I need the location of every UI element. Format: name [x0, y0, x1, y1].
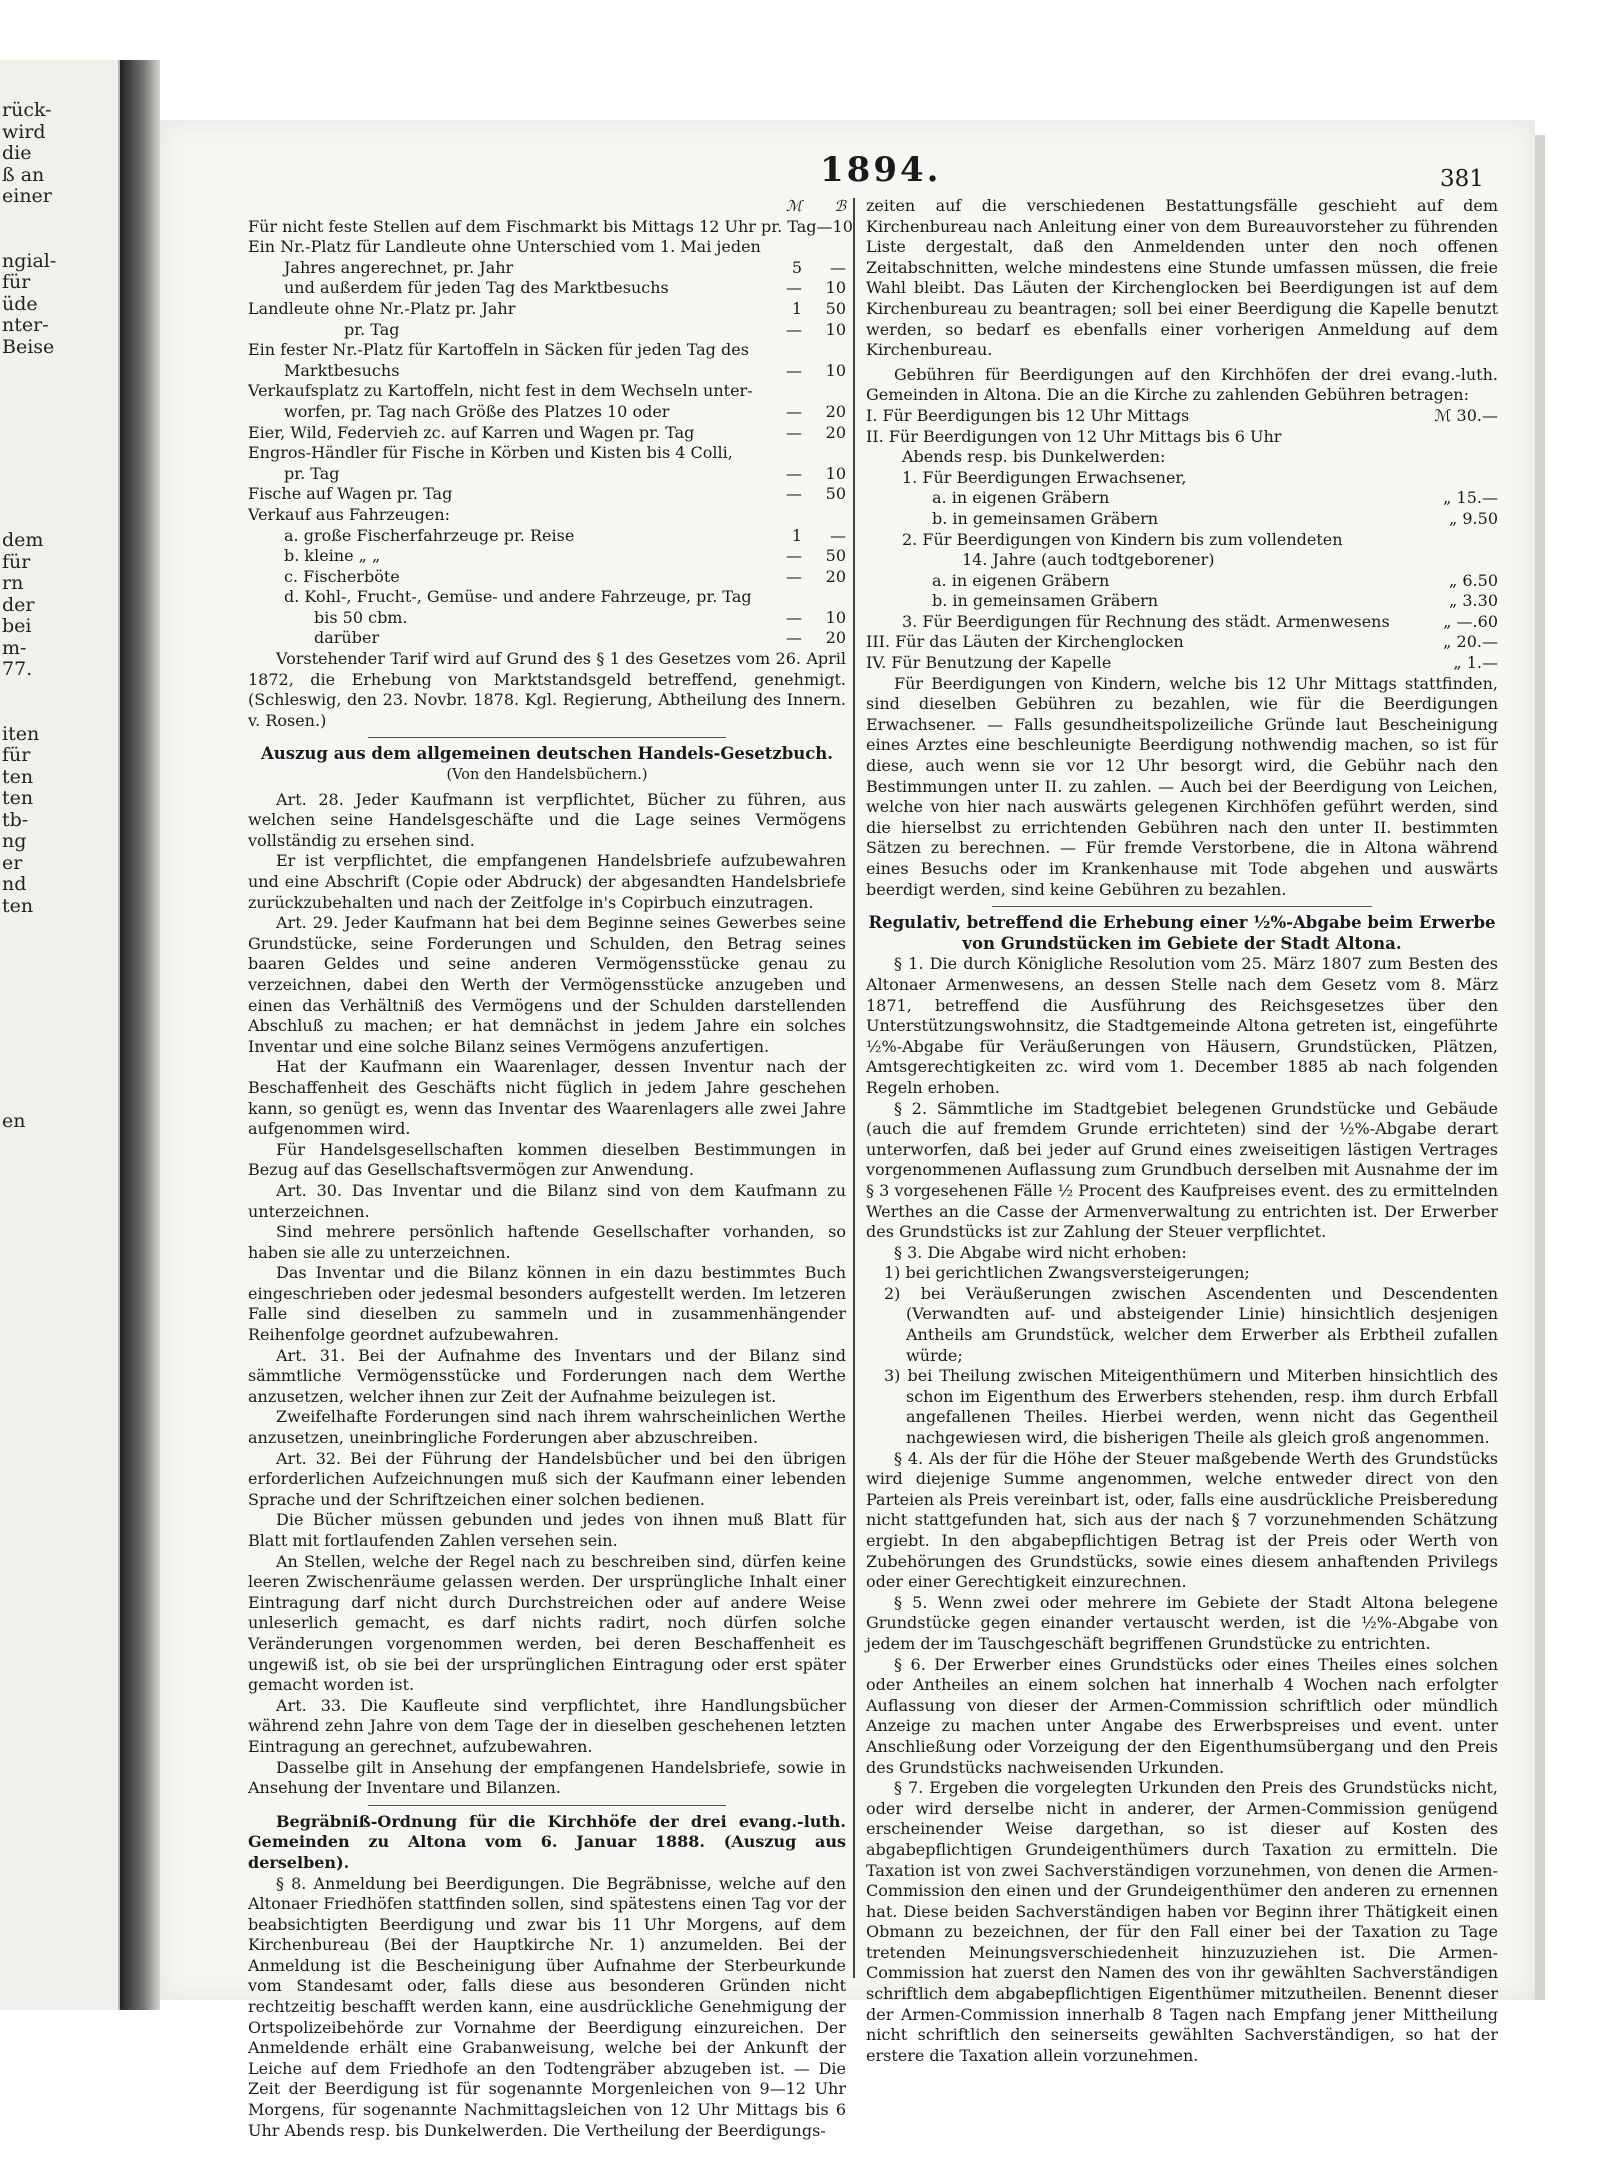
left-fragment-line: ngial-: [2, 249, 57, 272]
left-fragment-line: bei: [2, 615, 32, 637]
tariff-item: d. Kohl-, Frucht-, Gemüse- und andere Fahrzeuge, pr. Tag: [284, 587, 752, 607]
tariff-item: worfen, pr. Tag nach Größe des Platzes 10 oder: [284, 401, 670, 421]
pfennig-symbol: ℬ: [834, 197, 846, 215]
regulativ-exemption: 1) bei gerichtlichen Zwangsversteigerungen;: [884, 1263, 1250, 1283]
tariff-pfennig: 50: [825, 298, 846, 318]
left-fragment-line: m-: [2, 636, 27, 659]
regulativ-paragraph: § 6. Der Erwerber eines Grundstücks oder eines Theiles eines solchen oder Antheiles an einem solchen hat innerhalb 4 Wochen nach erfolgter Auflassung von dieser der Armen-Commission schriftlich oder mündlich Anzeige zu machen unter Angabe des Erwerbspreises und event. unter Anschließung oder Vorzeigung der den Eigenthumsübergang und den Preis des Grundstücks nachweisenden Urkunden.: [866, 1654, 1498, 1777]
tariff-mark: 1: [791, 525, 802, 545]
fee-row: [866, 488, 1498, 509]
burial-continuation: zeiten auf die verschiedenen Bestattungsfälle geschieht auf dem Kirchenbureau nach Anleitung einer von dem Bureauvorsteher zu führenden Liste dergestalt, daß den Anmeldenden unter den noch offenen Zeitabschnitten, welche mindestens eine Stunde umfassen müssen, die freie Wahl bleibt. Das Läuten der Kirchenglocken bei Beerdigungen ist auf dem Kirchenbureau zu beantragen; soll bei einer Beerdigung die Kapelle benutzt werden, so bedarf es ebenfalls einer vorherigen Anmeldung auf dem Kirchenbureau.: [866, 196, 1498, 360]
regulativ-paragraph: § 1. Die durch Königliche Resolution vom 25. März 1807 zum Besten des Altonaer Armenwesens, an dessen Stelle nach dem Gesetz vom 8. März 1871, betreffend die Ausführung des Reichsgesetzes über den Unterstützungswohnsitz, die Stadtgemeinde Altona getreten ist, eingeführte ½%-Abgabe für Veräußerungen von Häusern, Grundstücken, Plätzen, Amtsgerechtigkeiten zc. wird vom 1. December 1885 ab nach folgenden Regeln erhoben.: [866, 954, 1498, 1097]
tariff-row: [248, 423, 846, 444]
fee-amount: „ 20.—: [1443, 632, 1498, 652]
tariff-pfennig: 20: [825, 566, 846, 586]
tariff-row: [248, 402, 846, 423]
tariff-item: Engros-Händler für Fische in Körben und Kisten bis 4 Colli,: [248, 443, 733, 463]
fee-amount: ℳ 30.—: [1434, 405, 1498, 425]
left-fragment-line: für: [2, 271, 31, 293]
fee-item: a. in eigenen Gräbern: [932, 488, 1110, 508]
tariff-item: pr. Tag: [284, 463, 340, 483]
hgb-articles: [248, 790, 846, 1799]
tariff-item: Für nicht feste Stellen auf dem Fischmarkt bis Mittags 12 Uhr pr. Tag: [248, 216, 817, 236]
hgb-title: Auszug aus dem allgemeinen deutschen Handels-Gesetzbuch.: [260, 744, 834, 764]
mark-symbol: ℳ: [785, 197, 802, 215]
tariff-row: [248, 608, 846, 629]
tariff-item: Fische auf Wagen pr. Tag: [248, 484, 453, 504]
fee-row: [866, 509, 1498, 530]
regulativ-paragraph: § 7. Ergeben die vorgelegten Urkunden den Preis des Grundstücks nicht, oder wird derselbe nicht in anderer, der Armen-Commission genügend erscheinender Weise dargethan, so ist dieser auf Kosten des abgabepflichtigen Grundeigenthümers durch Taxation zu ermitteln. Die Taxation ist von zwei Sachverständigen vorzunehmen, von denen die Armen-Commission den einen und der Grundeigenthümer den anderen zu ernennen hat. Diese beiden Sachverständigen haben vor Beginn ihrer Thätigkeit einen Obmann zu bezeichnen, der für den Fall einer bei der Taxation zu Tage tretenden Meinungsverschiedenheit hinzuzuziehen ist. Die Armen-Commission hat zuerst den Namen des von ihr gewählten Sachverständigen schriftlich dem abgabepflichtigen Eigenthümer mitzutheilen. Benennt dieser der Armen-Commission innerhalb 8 Tagen nach Empfang jener Mittheilung nicht schriftlich den seinerseits gewählten Sachverständigen, so hat der erstere die Taxation allein vorzunehmen.: [866, 1778, 1498, 2065]
tariff-mark: —: [786, 546, 802, 566]
fee-amount: „ 6.50: [1449, 570, 1498, 590]
fee-row: [866, 653, 1498, 674]
left-fragment-line: für: [2, 550, 31, 573]
tariff-pfennig: 10: [825, 463, 846, 483]
regulativ-paragraphs: [866, 954, 1498, 1263]
tariff-pfennig: 20: [825, 628, 846, 648]
tariff-row: [248, 361, 846, 382]
left-fragment-line: üde: [2, 292, 38, 315]
regulativ-exemption: 3) bei Theilung zwischen Miteigenthümern und Miterben hinsichtlich des schon im Eigenthum des Erwerbers stehenden, resp. ihm durch Erbfall angefallenen Theiles. Hierbei werden, wenn nicht das Gegentheil nachgewiesen wird, die bisherigen Theile als gleich groß angenommen.: [884, 1366, 1498, 1448]
tariff-mark: —: [786, 422, 802, 442]
regulativ-more-paragraphs: [866, 1449, 1498, 2067]
hgb-paragraph: Art. 32. Bei der Führung der Handelsbücher und bei den übrigen erforderlichen Aufzeichnungen muß sich der Kaufmann einer lebenden Sprache und der Schriftzeichen einer solchen bedienen.: [248, 1448, 846, 1509]
tariff-pfennig: —: [830, 257, 846, 277]
fee-row: [866, 530, 1498, 551]
hgb-paragraph: Sind mehrere persönlich haftende Gesellschafter vorhanden, so haben sie alle zu unterzeichnen.: [248, 1222, 846, 1262]
tariff-item: Landleute ohne Nr.-Platz pr. Jahr: [248, 298, 516, 318]
tariff-row: [248, 484, 846, 505]
hgb-subtitle: (Von den Handelsbüchern.): [446, 767, 648, 784]
burial-order-title: Begräbniß-Ordnung für die Kirchhöfe der drei evang.-luth. Gemeinden zu Altona vom 6. Januar 1888. (Auszug aus derselben).: [248, 1811, 846, 1872]
left-fragment-line: Beise: [2, 335, 55, 358]
tariff-pfennig: 10: [825, 607, 846, 627]
right-column: [866, 196, 1498, 2065]
fee-amount: „ 3.30: [1449, 591, 1498, 611]
tariff-row: [248, 505, 846, 526]
fee-amount: „ 15.—: [1443, 488, 1498, 508]
fee-amount: „ 9.50: [1449, 508, 1498, 528]
left-fragment-line: iten: [2, 722, 40, 745]
left-fragment-line: der: [2, 593, 35, 616]
left-fragment-line: ten: [2, 894, 34, 917]
fee-amount: „ 1.—: [1453, 653, 1498, 673]
hgb-paragraph: Dasselbe gilt in Ansehung der empfangenen Handelsbriefe, sowie in Ansehung der Inventare und Bilanzen.: [248, 1757, 846, 1798]
tariff-mark: —: [786, 360, 802, 380]
hgb-paragraph: Die Bücher müssen gebunden und jedes von ihnen muß Blatt für Blatt mit fortlaufenden Zahlen versehen sein.: [248, 1510, 846, 1550]
hgb-paragraph: Er ist verpflichtet, die empfangenen Handelsbriefe aufzubewahren und eine Abschrift (Copie oder Abdruck) der abgesandten Handelsbriefe zurückzubehalten und nach der Zeitfolge in's Copirbuch einzutragen.: [248, 851, 846, 912]
tariff-item: pr. Tag: [344, 319, 400, 339]
tariff-mark: —: [786, 628, 802, 648]
left-fragment-line: nd: [2, 873, 27, 895]
left-fragment-line: wird: [2, 120, 46, 143]
left-page-edge: [0, 60, 140, 2010]
tariff-pfennig: 10: [825, 319, 846, 339]
fee-item: 14. Jahre (auch todtgeborener): [962, 550, 1215, 570]
tariff-row: [248, 237, 846, 258]
tariff-item: und außerdem für jeden Tag des Marktbesuchs: [284, 278, 669, 298]
fees-intro: Gebühren für Beerdigungen auf den Kirchhöfen der drei evang.-luth. Gemeinden in Altona. Die an die Kirche zu zahlenden Gebühren betragen:: [866, 364, 1498, 405]
tariff-pfennig: —: [830, 525, 846, 545]
book-binding: [120, 60, 160, 2010]
tariff-row: [248, 567, 846, 588]
tariff-pfennig: 10: [832, 216, 853, 236]
tariff-item: Verkauf aus Fahrzeugen:: [248, 504, 451, 524]
hgb-paragraph: Art. 31. Bei der Aufnahme des Inventars und der Bilanz sind sämmtliche Vermögensstücke und Forderungen nach dem Werthe anzusetzen, welcher ihnen zur Zeit der Aufnahme beizulegen ist.: [248, 1345, 846, 1406]
tariff-row: [248, 587, 846, 608]
fee-item: 2. Für Beerdigungen von Kindern bis zum vollendeten: [902, 529, 1343, 549]
burial-order-paragraph: § 8. Anmeldung bei Beerdigungen. Die Begräbnisse, welche auf den Altonaer Friedhöfen stattfinden sollen, sind spätestens einen Tag vor der beabsichtigten Beerdigung und zwar bis 11 Uhr Morgens, auf dem Kirchenbureau (Bei der Hauptkirche Nr. 1) anzumelden. Bei der Anmeldung ist die Bescheinigung über Aufnahme der Sterbeurkunde vom Standesamt oder, falls diese aus besonderen Gründen nicht rechtzeitig beschafft werden kann, eine ausdrückliche Genehmigung der Ortspolizeibehörde zur Vornahme der Beerdigung einzureichen. Der Anmeldende erhält eine Grabanweisung, welche bei der Ankunft der Leiche auf dem Friedhofe an den Todtengräber abzugeben ist. — Die Zeit der Beerdigung ist für sogenannte Morgenleichen von 9—12 Uhr Morgens, für sogenannte Nachmittagsleichen von 12 Uhr Mittags bis 6 Uhr Abends resp. bis Dunkelwerden. Die Vertheilung der Beerdigungs-: [248, 1873, 846, 2140]
tariff-row: [248, 628, 846, 649]
fee-row: [866, 571, 1498, 592]
hgb-paragraph: Art. 30. Das Inventar und die Bilanz sind von dem Kaufmann zu unterzeichnen.: [248, 1180, 846, 1221]
tariff-pfennig: 10: [825, 360, 846, 380]
tariff-row: [248, 464, 846, 485]
tariff-item: Ein Nr.-Platz für Landleute ohne Unterschied vom 1. Mai jeden: [248, 237, 761, 257]
header-year: 1894.: [820, 150, 942, 190]
left-fragment-line: dem: [2, 529, 44, 551]
left-fragment-line: einer: [2, 185, 52, 207]
tariff-row: [248, 526, 846, 547]
left-fragment-line: rn: [2, 572, 24, 594]
fee-item: II. Für Beerdigungen von 12 Uhr Mittags bis 6 Uhr: [866, 426, 1282, 446]
hgb-paragraph: Das Inventar und die Bilanz können in ein dazu bestimmtes Buch eingeschrieben oder jedesmal besonders aufgestellt werden. Im letzeren Falle sind dieselben zu sammeln und in zusammenhängender Reihenfolge geordnet aufzubewahren.: [248, 1263, 846, 1345]
left-fragment-line: ß an: [2, 163, 45, 186]
hgb-paragraph: Art. 33. Die Kaufleute sind verpflichtet, ihre Handlungsbücher während zehn Jahre von dem Tage der in dieselben geschehenen letzten Eintragung an gerechnet, aufzubewahren.: [248, 1695, 846, 1756]
left-fragment-line: die: [2, 142, 32, 164]
left-fragment-line: 77.: [2, 658, 33, 680]
regulativ-exemptions: [866, 1263, 1498, 1448]
hgb-paragraph: Für Handelsgesellschaften kommen dieselben Bestimmungen in Bezug auf das Gesellschaftsvermögen zur Anwendung.: [248, 1139, 846, 1180]
fee-row: [866, 447, 1498, 468]
tariff-row: [248, 443, 846, 464]
fee-row: [866, 406, 1498, 427]
tariff-pfennig: 10: [825, 278, 846, 298]
tariff-item: b. kleine „ „: [284, 546, 381, 566]
column-divider: [853, 198, 855, 1978]
tariff-pfennig: 20: [825, 422, 846, 442]
fee-item: b. in gemeinsamen Gräbern: [932, 508, 1159, 528]
fee-item: a. in eigenen Gräbern: [932, 570, 1110, 590]
tariff-item: Jahres angerechnet, pr. Jahr: [284, 257, 514, 277]
left-fragment-line: er: [2, 851, 23, 874]
tariff-row: [248, 216, 853, 238]
hgb-paragraph: An Stellen, welche der Regel nach zu beschreiben sind, dürfen keine leeren Zwischenräume gelassen werden. Der ursprüngliche Inhalt einer Eintragung darf nicht durch Durchstreichen oder auf andere Weise unleserlich gemacht, es darf nichts radirt, noch dürfen solche Veränderungen vorgenommen werden, bei deren Beschaffenheit es ungewiß ist, ob sie bei der ursprünglichen Eintragung oder erst später gemacht worden ist.: [248, 1551, 846, 1695]
tariff-item: Eier, Wild, Federvieh zc. auf Karren und Wagen pr. Tag: [248, 422, 695, 442]
left-fragment-line: rück-: [2, 99, 52, 121]
page-edge: [1535, 135, 1545, 2000]
tariff-row: [248, 278, 846, 299]
fees-table: [866, 406, 1498, 674]
left-column: [248, 196, 853, 2140]
fee-row: [866, 632, 1498, 653]
currency-header: [248, 196, 846, 217]
fee-row: [866, 612, 1498, 633]
hgb-paragraph: Hat der Kaufmann ein Waarenlager, dessen Inventur nach der Beschaffenheit des Geschäfts nicht füglich in jedem Jahre geschehen kann, so genügt es, wenn das Inventar des Waarenlagers alle zwei Jahre aufgenommen wird.: [248, 1057, 846, 1139]
regulativ-title: Regulativ, betreffend die Erhebung einer ½%-Abgabe beim Erwerbe von Grundstücken im Gebiete der Stadt Altona.: [868, 913, 1496, 953]
fee-row: [866, 427, 1498, 448]
tariff-mark: —: [786, 607, 802, 627]
page-number: 381: [1440, 166, 1484, 192]
tariff-item: a. große Fischerfahrzeuge pr. Reise: [284, 525, 575, 545]
regulativ-paragraph: § 3. Die Abgabe wird nicht erhoben:: [894, 1242, 1187, 1262]
tariff-row: [248, 546, 846, 567]
fee-item: Abends resp. bis Dunkelwerden:: [902, 447, 1166, 467]
fee-amount: „ —.60: [1443, 611, 1498, 631]
left-fragment-line: ng: [2, 830, 27, 852]
tariff-row: [248, 381, 846, 402]
fee-item: 1. Für Beerdigungen Erwachsener,: [902, 467, 1187, 487]
regulativ-paragraph: § 5. Wenn zwei oder mehrere im Gebiete der Stadt Altona belegene Grundstücke gegen einander vertauscht werden, ist die ½%-Abgabe von jedem der im Tauschgeschäft begriffenen Grundstücke zu entrichten.: [866, 1592, 1498, 1653]
tariff-row: [248, 299, 846, 320]
tariff-mark: —: [786, 401, 802, 421]
fee-item: III. Für das Läuten der Kirchenglocken: [866, 632, 1184, 652]
tariff-mark: —: [786, 484, 802, 504]
fee-item: 3. Für Beerdigungen für Rechnung des städt. Armenwesens: [902, 611, 1390, 631]
left-fragment-line: ten: [2, 787, 34, 809]
regulativ-exemption: 2) bei Veräußerungen zwischen Ascendenten und Descendenten (Verwandten auf- und absteigender Linie) hinsichtlich desjenigen Antheils am Grundstück, welcher dem Erwerber als Erbtheil zufallen würde;: [884, 1283, 1498, 1365]
tariff-mark: 1: [791, 298, 802, 318]
fee-item: b. in gemeinsamen Gräbern: [932, 591, 1159, 611]
section-rule: [368, 737, 727, 738]
fee-item: I. Für Beerdigungen bis 12 Uhr Mittags: [866, 405, 1190, 425]
fee-row: [866, 591, 1498, 612]
left-fragment-line: en: [2, 1109, 26, 1132]
tariff-mark: 5: [791, 257, 802, 277]
tariff-pfennig: 50: [825, 546, 846, 566]
tariff-mark: —: [786, 566, 802, 586]
hgb-paragraph: Art. 28. Jeder Kaufmann ist verpflichtet, Bücher zu führen, aus welchen seine Handelsgeschäfte und die Lage seines Vermögens vollständig zu ersehen sind.: [248, 789, 846, 850]
tariff-pfennig: 20: [825, 401, 846, 421]
tariff-row: [248, 340, 846, 361]
fee-row: [866, 550, 1498, 571]
fee-row: [866, 468, 1498, 489]
tariff-row: [248, 258, 846, 279]
tariff-item: Verkaufsplatz zu Kartoffeln, nicht fest in dem Wechseln unter-: [248, 381, 753, 401]
section-rule: [992, 906, 1371, 907]
tariff-row: [248, 320, 846, 341]
tariff-pfennig: 50: [825, 484, 846, 504]
tariff-note: Vorstehender Tarif wird auf Grund des § 1 des Gesetzes vom 26. April 1872, die Erhebung von Marktstandsgeld betreffend, genehmigt. (Schleswig, den 23. Novbr. 1878. Kgl. Regierung, Abtheilung des Innern. v. Rosen.): [248, 649, 846, 730]
section-rule: [368, 1805, 727, 1806]
regulativ-paragraph: § 4. Als der für die Höhe der Steuer maßgebende Werth des Grundstücks wird diejenige Summe angenommen, welche entweder direct von den Parteien als Preis vereinbart ist, oder, falls eine ausdrückliche Preisberedung nicht stattgefunden hat, sich aus der nach § 7 vorzunehmenden Schätzung ergiebt. In den abgabepflichtigen Betrag ist der Preis oder Werth von Zubehörungen des Grundstücks, sowie eines diesem anhaftenden Privilegs oder einer Gerechtigkeit einzurechnen.: [866, 1448, 1498, 1592]
hgb-paragraph: Zweifelhafte Forderungen sind nach ihrem wahrscheinlichen Werthe anzusetzen, uneinbringliche Forderungen aber abzuschreiben.: [248, 1407, 846, 1448]
left-fragment-line: tb-: [2, 808, 29, 831]
fee-item: IV. Für Benutzung der Kapelle: [866, 653, 1112, 673]
regulativ-paragraph: § 2. Sämmtliche im Stadtgebiet belegenen Grundstücke und Gebäude (auch die auf fremdem Grunde errichteten) sind der ½%-Abgabe derart unterworfen, daß bei jeder auf Grund eines zweiseitigen lästigen Vertrages vorgenommenen Auflassung zum Grundbuch derselben mit Ausnahme der im § 3 vorgesehenen Fälle ½ Procent des Kaufpreises event. des zu ermittelnden Werthes an die Casse der Armenverwaltung zu entrichten ist. Der Erwerber des Grundstücks ist zur Zahlung der Steuer verpflichtet.: [866, 1098, 1498, 1242]
left-fragment-line: nter-: [2, 314, 49, 336]
left-fragment-line: ten: [2, 765, 34, 788]
tariff-item: Ein fester Nr.-Platz für Kartoffeln in Säcken für jeden Tag des: [248, 340, 749, 360]
tariff-mark: —: [816, 216, 833, 236]
tariff-mark: —: [786, 463, 802, 483]
tariff-mark: —: [786, 319, 802, 339]
tariff-item: bis 50 cbm.: [314, 607, 408, 627]
hgb-paragraph: Art. 29. Jeder Kaufmann hat bei dem Beginne seines Gewerbes seine Grundstücke, seine Forderungen und Schulden, den Betrag seines baaren Geldes und seine anderen Vermögensstücke genau zu verzeichnen, dabei den Werth der Vermögensstücke anzugeben und einen das Verhältniß des Vermögens und der Schulden darstellenden Abschluß zu machen; er hat demnächst in jedem Jahre ein solches Inventar und eine solche Bilanz seines Vermögens anzufertigen.: [248, 913, 846, 1056]
tariff-item: darüber: [314, 628, 380, 648]
tariff-mark: —: [786, 278, 802, 298]
tariff-item: Marktbesuchs: [284, 360, 400, 380]
tariff-item: c. Fischerböte: [284, 566, 400, 586]
fees-note: Für Beerdigungen von Kindern, welche bis 12 Uhr Mittags stattfinden, sind dieselben Gebühren zu bezahlen, wie für die Beerdigungen Erwachsener. — Falls gesundheitspolizeiliche Gründe laut Bescheinigung eines Arztes eine beschleunigte Beerdigung nothwendig machen, so ist für diese, auch wenn sie vor 12 Uhr besorgt wird, die Gebühr nach den Bestimmungen unter II. zu zahlen. — Auch bei der Beerdigung von Leichen, welche von hier nach auswärts gelegenen Kirchhöfen geführt werden, sind die hierselbst zu errichtenden Gebühren nach den unter II. bestimmten Sätzen zu berechnen. — Für fremde Verstorbene, die in Altona während eines Besuchs oder im Krankenhause mit Tode abgehen und auswärts beerdigt werden, sind keine Gebühren zu bezahlen.: [866, 673, 1498, 899]
left-fragment-line: für: [2, 744, 31, 766]
market-tariff-table: [248, 216, 853, 649]
